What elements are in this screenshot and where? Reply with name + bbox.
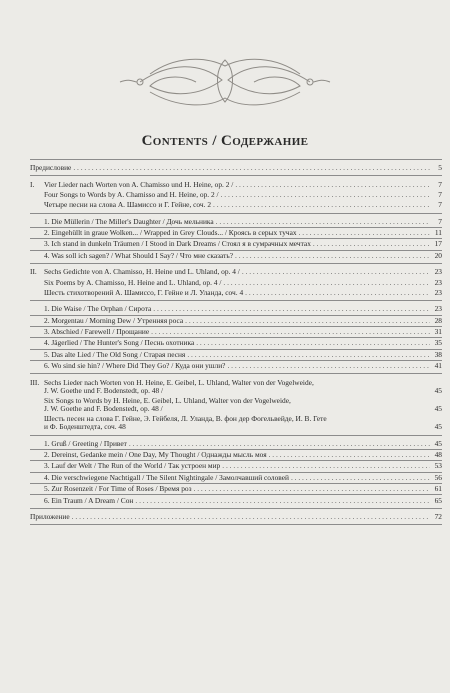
toc-song-entry: 5. Das alte Lied / The Old Song / Старая песня . . . 38 (30, 350, 442, 360)
toc-entry: Four Songs to Words by A. Chamisso and H. Heine, op. 2 / . . . 7 (30, 190, 442, 200)
toc-song-entry: 3. Abschied / Farewell / Прощание . . . 31 (30, 327, 442, 337)
toc-song-entry: 3. Lauf der Welt / The Run of the World / Так устроен мир . . . 53 (30, 461, 442, 471)
toc-appendix (30, 509, 442, 524)
toc-song-entry: 1. Gruß / Greeting / Привет . . . 45 (30, 439, 442, 449)
toc-songs-1 (30, 214, 442, 264)
toc-entry: Приложение . . . 72 (30, 512, 442, 522)
toc-entry: Шесть стихотворений А. Шамиссо, Г. Гейне и Л. Уланда, соч. 4 . . . 23 (30, 288, 442, 298)
toc-song-entry: 1. Die Waise / The Orphan / Сирота . . . 23 (30, 304, 442, 314)
toc-entry: Предисловие . . . 5 (30, 163, 442, 173)
toc-entry: Six Poems by A. Chamisso, H. Heine and L. Uhland, op. 4 / . . . 23 (30, 277, 442, 287)
toc-section-2 (30, 264, 442, 300)
toc-entry: III. Sechs Lieder nach Worten von H. Heine, E. Geibel, L. Uhland, Walter von der Vogelweide, J. W. Goethe und F. Bodenstedt, op. 48 / 45 (30, 377, 442, 395)
toc-song-entry: 2. Morgentau / Morning Dew / Утренняя роса . . . 28 (30, 316, 442, 326)
toc-entry: I. Vier Lieder nach Worten von A. Chamisso und H. Heine, op. 2 / . . . 7 (30, 179, 442, 189)
toc-songs-2 (30, 301, 442, 373)
toc-entry: Six Songs to Words by H. Heine, E. Geibel, L. Uhland, Walter von der Vogelweide, J. W. Goethe and F. Bodenstedt, op. 48 / 45 (44, 395, 442, 413)
toc-song-entry: 6. Wo sind sie hin? / Where Did They Go? / Куда они ушли? . . . 41 (30, 361, 442, 371)
table-of-contents (30, 159, 442, 525)
toc-entry: Шесть песен на слова Г. Гейне, Э. Гейбеля, Л. Уланда, В. фон дер Фогельвейде, И. В. Гете и Ф. Боденштедта, соч. 48 45 (44, 414, 442, 432)
toc-entry: II. Sechs Gedichte von A. Chamisso, H. Heine und L. Uhland, op. 4 / . . . 23 (30, 267, 442, 277)
toc-song-entry: 2. Eingehüllt in graue Wolken... / Wrapped in Grey Clouds... / Кроясь в серых тучах . . . 11 (30, 228, 442, 238)
toc-song-entry: 4. Die verschwiegene Nachtigall / The Silent Nightingale / Замолчавший соловей . . . 56 (30, 473, 442, 483)
toc-intro (30, 160, 442, 175)
toc-entry: Четыре песни на слова А. Шамиссо и Г. Гейне, соч. 2 . . . 7 (30, 200, 442, 210)
page-title: Contents / Содержание (141, 133, 309, 149)
toc-songs-3 (30, 436, 442, 508)
toc-song-entry: 1. Die Müllerin / The Miller's Daughter / Дочь мельника . . . 7 (30, 217, 442, 227)
toc-section-3 (30, 374, 442, 434)
toc-song-entry: 5. Zur Rosenzeit / For Time of Roses / Время роз . . . 61 (30, 484, 442, 494)
toc-song-entry: 2. Dereinst, Gedanke mein / One Day, My Thought / Однажды мысль моя . . . 48 (30, 450, 442, 460)
toc-song-entry: 6. Ein Traum / A Dream / Сон . . . 65 (30, 495, 442, 505)
toc-section-1 (30, 176, 442, 212)
toc-song-entry: 4. Was soll ich sagen? / What Should I Say? / Что мне сказать? . . . 20 (30, 251, 442, 261)
decorative-ornament (0, 52, 450, 112)
toc-song-entry: 3. Ich stand in dunkeln Träumen / I Stood in Dark Dreams / Стоял я в сумрачных мечтах . . . 17 (30, 239, 442, 249)
divider (30, 524, 442, 525)
toc-song-entry: 4. Jägerlied / The Hunter's Song / Песнь охотника . . . 35 (30, 338, 442, 348)
